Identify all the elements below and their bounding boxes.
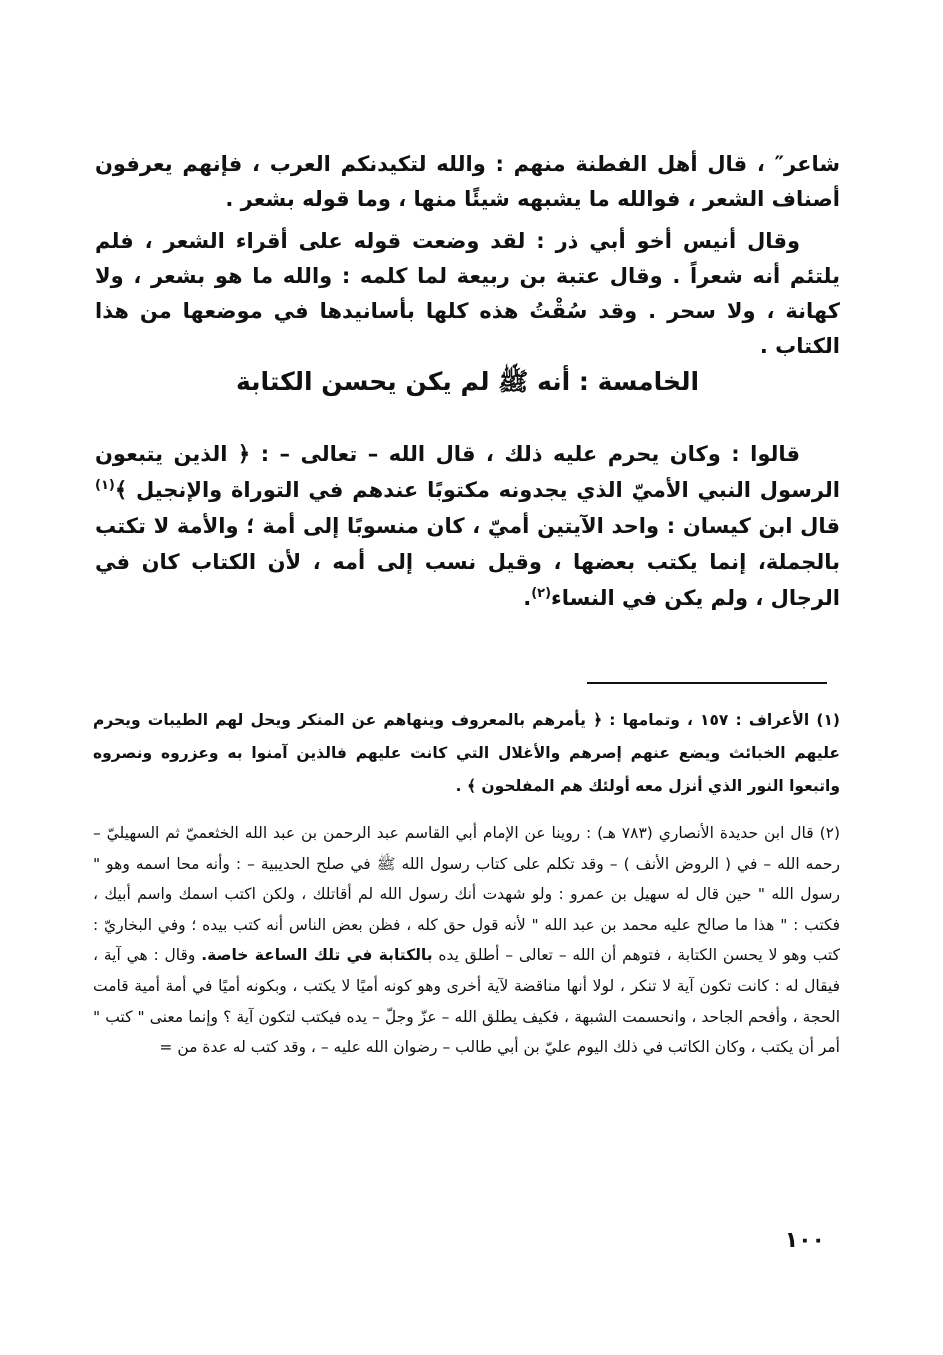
body-paragraph-3 xyxy=(95,436,840,616)
footnote-divider xyxy=(587,682,827,684)
footnote-ref-2[interactable]: (٢) xyxy=(531,586,552,601)
paragraph-3-end: . xyxy=(523,586,532,610)
footnote-ref-1[interactable]: (١) xyxy=(95,478,115,493)
footnote-2-bold-text: بالكتابة في تلك الساعة خاصة. xyxy=(201,946,433,965)
footnote-1: (١) الأعراف : ١٥٧ ، وتمامها : ﴿ يأمرهم بالمعروف وينهاهم عن المنكر ويحل لهم الطيبات ويحرم عليهم الخبائث ويضع عنهم إصرهم والأغلال التي كانت عليهم فالذين آمنوا به وعزروه ونصروه واتبعوا النور الذي أنزل معه أولئك هم المفلحون ﴾ . xyxy=(93,711,841,795)
body-paragraph-1: شاعر″ ، قال أهل الفطنة منهم : والله لتكيدنكم العرب ، فإنهم يعرفون أصناف الشعر ، فوالله ما يشبهه شيئًا منها ، وما قوله بشعر . xyxy=(95,152,840,211)
body-paragraph-2: وقال أنيس أخو أبي ذر : لقد وضعت قوله على أقراء الشعر ، فلم يلتئم أنه شعراً . وقال عتبة بن ربيعة لما كلمه : والله ما هو بشعر ، ولا كهانة ، ولا سحر . وقد سُقْتُ هذه كلها بأسانيدها في موضعها من هذا الكتاب . xyxy=(95,229,840,358)
page-number: ١٠٠ xyxy=(784,1228,825,1253)
footnote-2-text-a: (٢) قال ابن حديدة الأنصاري (٧٨٣ هـ) : روينا عن الإمام أبي القاسم عبد الرحمن بن عبد الله الخثعميّ ثم السهيليّ – رحمه الله – في ( الروض الأنف ) – وقد تكلم على كتاب رسول الله ﷺ في صلح الحديبية – : وأنه محا اسمه وهو " رسول الله " حين قال له سهيل بن عمرو : ولو شهدت أنك رسول الله لم أقاتلك ، ولكن اكتب اسمك واسم أبيك ، فكتب : " هذا ما صالح عليه محمد بن عبد الله " لأنه قول حق كله ، فظن بعض الناس أنه كتب بيده ؛ وفي البخاريّ : كتب وهو لا يحسن الكتابة ، فتوهم أن الله – تعالى – أطلق يده xyxy=(93,824,841,965)
section-heading: الخامسة : أنه ﷺ لم يكن يحسن الكتابة xyxy=(235,367,700,396)
paragraph-3-text-b: قال ابن كيسان : واحد الآيتين أميّ ، كان منسوبًا إلى أمة ؛ والأمة لا تكتب بالجملة، إنما يكتب بعضها ، وقيل نسب إلى أمه ، لأن الكتاب كان في الرجال ، ولم يكن في النساء xyxy=(95,514,840,610)
paragraph-3-text-a: قالوا : وكان يحرم عليه ذلك ، قال الله – تعالى – : ﴿ الذين يتبعون الرسول النبي الأميّ الذي يجدونه مكتوبًا عندهم في التوراة والإنجيل ﴾ xyxy=(95,442,840,502)
footnote-2-text-b: وقال : هي آية ، فيقال له : كانت تكون آية لا تنكر ، لولا أنها مناقضة لآية أخرى وهو كونه أميًا لا يكتب ، وبكونه أميًا في أمة أمية قامت الحجة ، وأفحم الجاحد ، وانحسمت الشبهة ، فكيف يطلق الله – عزّ وجلّ – يده فيكتب لتكون آية ؟ وإنما معنى " كتب " أمر أن يكتب ، وكان الكاتب في ذلك اليوم عليّ بن أبي طالب – رضوان الله عليه – ، وقد كتب له عدة من = xyxy=(93,946,840,1057)
footnote-2 xyxy=(93,818,840,1063)
